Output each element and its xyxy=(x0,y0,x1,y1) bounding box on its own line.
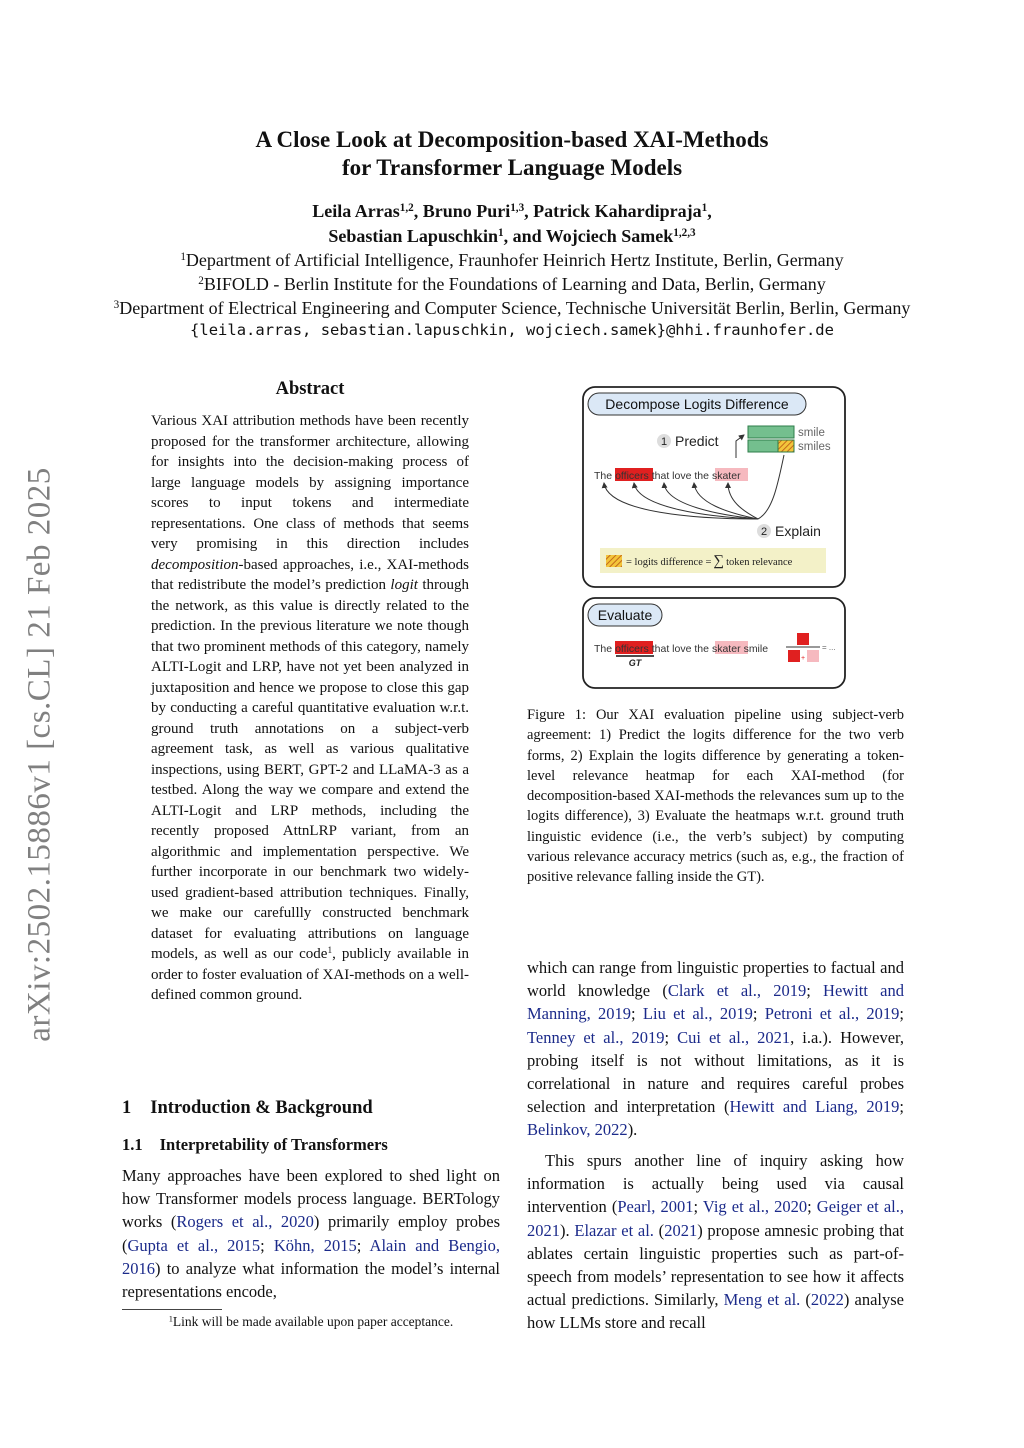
step-2-number: 2 xyxy=(760,526,768,538)
body-text: ; xyxy=(693,1197,703,1217)
token-officers: officers xyxy=(615,643,649,655)
citation-link[interactable]: Rogers et al., 2020 xyxy=(176,1212,314,1232)
intro-paragraph-right-2 xyxy=(527,1149,904,1335)
subsection-number: 1.1 xyxy=(122,1135,143,1154)
citation-link[interactable]: Gupta et al., 2015 xyxy=(127,1235,261,1255)
body-text: Many approaches have been explored to shed light on how Transformer models process language. BERTology works ( xyxy=(122,1166,500,1232)
token-skater: skater xyxy=(711,470,741,482)
subsection-title: Interpretability of Transformers xyxy=(159,1135,388,1154)
figure-1-pipeline xyxy=(578,383,850,695)
legend-sum-symbol: ∑ xyxy=(713,553,725,569)
author-name: Patrick Kahardipraja xyxy=(533,201,702,221)
caption-label: Figure 1: xyxy=(527,707,587,723)
abstract-body xyxy=(151,411,469,1006)
section-title: Introduction & Background xyxy=(150,1098,373,1118)
body-text: ). xyxy=(560,1220,575,1240)
metric-plus: + xyxy=(801,655,806,662)
body-text: , i.a.). However, probing itself is not without limitations, as it is correlational in nature and requires careful probes selection and interpretation ( xyxy=(527,1027,905,1117)
logit-bar-smiles xyxy=(748,440,778,452)
author-affil-sup: 1,2 xyxy=(399,201,414,214)
citation-link[interactable]: Clark et al., 2019 xyxy=(667,981,807,1001)
step-2-label: Explain xyxy=(775,523,821,539)
metric-denominator-square-1 xyxy=(788,650,800,662)
gt-label: GT xyxy=(628,658,642,668)
arxiv-identifier[interactable]: arXiv:2502.15886v1 [cs.CL] 21 Feb 2025 xyxy=(21,467,58,1042)
author-name: Sebastian Lapuschkin xyxy=(328,226,498,246)
body-text: ; xyxy=(899,1097,904,1117)
author-list xyxy=(0,199,1024,249)
author-affil-sup: 1,2,3 xyxy=(673,226,696,239)
logit-bar-smile xyxy=(748,426,794,438)
body-text: ). xyxy=(627,1120,638,1140)
token-the: The xyxy=(594,470,613,482)
affiliation-number: 1 xyxy=(180,250,186,263)
affiliations xyxy=(0,248,1024,320)
body-text: ; xyxy=(631,1004,643,1024)
footnote xyxy=(122,1314,500,1330)
body-text: ) propose amnesic probing that ablates certain linguistic properties such as part-of-speech from models’ representation to see how it affects actual predictions. Similarly, xyxy=(527,1220,905,1310)
intro-paragraph-left xyxy=(122,1164,500,1303)
token-that-love-the: that love the xyxy=(651,470,709,482)
logit-difference-hatch xyxy=(778,440,794,452)
footnote-rule xyxy=(122,1309,222,1310)
author-affil-sup: 1 xyxy=(497,226,504,239)
intro-paragraph-right-1 xyxy=(527,956,904,1142)
author-emails[interactable]: {leila.arras, sebastian.lapuschkin, wojciech.samek}@hhi.fraunhofer.de xyxy=(190,321,834,339)
abstract-text: Various XAI attribution methods have been recently proposed for the transformer architecture, allowing for insights into the decision-making process of large language models by assigning importance scores to input tokens and intermediate representations. One class of methods that seems very promising in this direction includes xyxy=(151,413,469,552)
affiliation-text: Department of Electrical Engineering and Computer Science, Technische Universität Berlin, Berlin, Germany xyxy=(119,298,911,318)
body-text: ; xyxy=(260,1235,274,1255)
token-skater: skater xyxy=(711,643,741,655)
metric-equals: = ... xyxy=(822,643,836,652)
affiliation-number: 2 xyxy=(198,274,204,287)
evaluate-label: Evaluate xyxy=(597,607,653,623)
body-text: ; xyxy=(899,1004,904,1024)
author-line-2 xyxy=(0,224,1024,249)
footnote-marker[interactable]: 1 xyxy=(327,945,333,956)
title-line-2: for Transformer Language Models xyxy=(341,155,683,180)
affiliation-number: 3 xyxy=(113,298,120,311)
body-text: ; xyxy=(752,1004,765,1024)
citation-link[interactable]: Meng et al. xyxy=(723,1290,801,1310)
body-text: ) primarily employ probes ( xyxy=(122,1212,500,1255)
citation-link[interactable]: Köhn, 2015 xyxy=(273,1235,357,1255)
body-text: This spurs another line of inquiry asking how information is actually being used via causal intervention ( xyxy=(527,1151,904,1217)
token-officers: officers xyxy=(615,470,649,482)
section-number: 1 xyxy=(122,1098,132,1118)
body-text: ) to analyze what information the model’s internal representations encode, xyxy=(122,1258,500,1302)
abstract-emphasis: decomposition xyxy=(151,556,239,573)
citation-link[interactable]: 2021 xyxy=(664,1220,698,1240)
abstract-heading: Abstract xyxy=(275,379,345,399)
citation-link[interactable]: Elazar et al. xyxy=(574,1220,654,1240)
decompose-label: Decompose Logits Difference xyxy=(605,396,789,412)
title-line-1: A Close Look at Decomposition-based XAI-Methods xyxy=(255,127,769,152)
abstract-text: through the network, as this value is directly related to the prediction. In the previous literature we note though that two prominent methods of this category, namely ALTI-Logit and LRP, have not yet been analyzed in juxtaposition and hence we propose to close this gap by conducting a careful quantitative evaluation w.r.t. ground truth annotations on a subject-verb agreement task, as well as various qualitative inspections, using BERT, GPT-2 and LLaMA-3 as a testbed. Along the way we compare and extend the ALTI-Logit and LRP methods, including the recently proposed AttnLRP variant, from an algorithmic and implementation perspective. We further incorporate in our benchmark two widely-used gradient-based attribution techniques. Finally, we make our carefullly constructed benchmark dataset for evaluating attributions on language models, as well as our code xyxy=(151,577,469,962)
input-sentence xyxy=(594,470,741,482)
author-name: Bruno Puri xyxy=(422,201,511,221)
abstract-text: , publicly available in order to foster evaluation of XAI-methods on a well-defined common ground. xyxy=(151,946,469,1003)
body-text: ) analyse how LLMs store and recall xyxy=(527,1290,904,1333)
token-the: The xyxy=(594,643,613,655)
abstract-text: -based approaches, i.e., XAI-methods that redistribute the model’s prediction xyxy=(151,556,469,593)
citation-link[interactable]: Tenney et al., 2019 xyxy=(527,1027,665,1047)
citation-link[interactable]: Cui et al., 2021 xyxy=(677,1027,791,1047)
affiliation-text: BIFOLD - Berlin Institute for the Foundations of Learning and Data, Berlin, Germany xyxy=(203,274,826,294)
token-that-love-the: that love the xyxy=(651,643,709,655)
author-separator: , xyxy=(707,201,712,221)
body-text: ( xyxy=(653,1220,665,1240)
author-separator: , and xyxy=(503,226,546,246)
caption-text: Our XAI evaluation pipeline using subject-verb agreement: 1) Predict the logits difference for the two verb forms, 2) Explain the logits difference by generating a token-level relevance heatmap for each XAI-method (for decomposition-based XAI-methods the relevances sum up to the logits difference), 3) Evaluate the heatmaps w.r.t. ground truth linguistic evidence (i.e., the verb’s subject) by computing various relevance accuracy metrics (such as, e.g., the fraction of positive relevance falling inside the GT). xyxy=(527,707,904,886)
author-affil-sup: 1 xyxy=(701,201,708,214)
figure-caption xyxy=(527,705,904,888)
author-name: Leila Arras xyxy=(312,201,400,221)
footnote-number: 1 xyxy=(168,1314,173,1324)
body-text: ; xyxy=(807,1197,817,1217)
author-affil-sup: 1,3 xyxy=(510,201,525,214)
body-text: ; xyxy=(356,1235,370,1255)
legend-token-relevance: token relevance xyxy=(726,557,793,568)
body-text: ; xyxy=(806,981,824,1001)
section-heading xyxy=(122,1098,373,1119)
citation-link[interactable]: Geiger et al., 2021 xyxy=(527,1197,904,1240)
affiliation-text: Department of Artificial Intelligence, Fraunhofer Heinrich Hertz Institute, Berlin, Germany xyxy=(185,250,844,270)
citation-link[interactable]: 2022 xyxy=(810,1290,844,1310)
step-1-number: 1 xyxy=(660,436,668,448)
citation-link[interactable]: Pearl, 2001 xyxy=(617,1197,694,1217)
author-name: Wojciech Samek xyxy=(545,226,674,246)
author-separator: , xyxy=(524,201,534,221)
paper-title xyxy=(0,126,1024,182)
citation-link[interactable]: Hewitt and Manning, 2019 xyxy=(527,981,904,1024)
affiliation xyxy=(0,248,1024,272)
subsection-heading xyxy=(122,1135,388,1155)
body-text: ; xyxy=(664,1027,678,1047)
footnote-text: Link will be made available upon paper acceptance. xyxy=(172,1314,454,1329)
abstract-emphasis: logit xyxy=(390,577,418,593)
citation-link[interactable]: Petroni et al., 2019 xyxy=(764,1004,900,1024)
output-token-smiles: smiles xyxy=(798,441,831,453)
author-separator: , xyxy=(413,201,423,221)
affiliation xyxy=(0,296,1024,320)
citation-link[interactable]: Hewitt and Liang, 2019 xyxy=(729,1097,900,1117)
citation-link[interactable]: Vig et al., 2020 xyxy=(702,1197,808,1217)
metric-numerator-square xyxy=(797,633,809,645)
body-text: ( xyxy=(800,1290,811,1310)
citation-link[interactable]: Liu et al., 2019 xyxy=(642,1004,753,1024)
citation-link[interactable]: Alain and Bengio, 2016 xyxy=(122,1235,500,1278)
author-line-1 xyxy=(0,199,1024,224)
affiliation xyxy=(0,272,1024,296)
metric-denominator-square-2 xyxy=(807,650,819,662)
legend-eq: = logits difference = xyxy=(626,557,712,568)
step-1-label: Predict xyxy=(675,433,719,449)
body-text: which can range from linguistic properties to factual and world knowledge ( xyxy=(527,958,904,1001)
legend-hatch xyxy=(606,555,622,567)
citation-link[interactable]: Belinkov, 2022 xyxy=(527,1120,628,1140)
token-smile: smile xyxy=(743,643,769,655)
output-token-smile: smile xyxy=(798,427,825,439)
